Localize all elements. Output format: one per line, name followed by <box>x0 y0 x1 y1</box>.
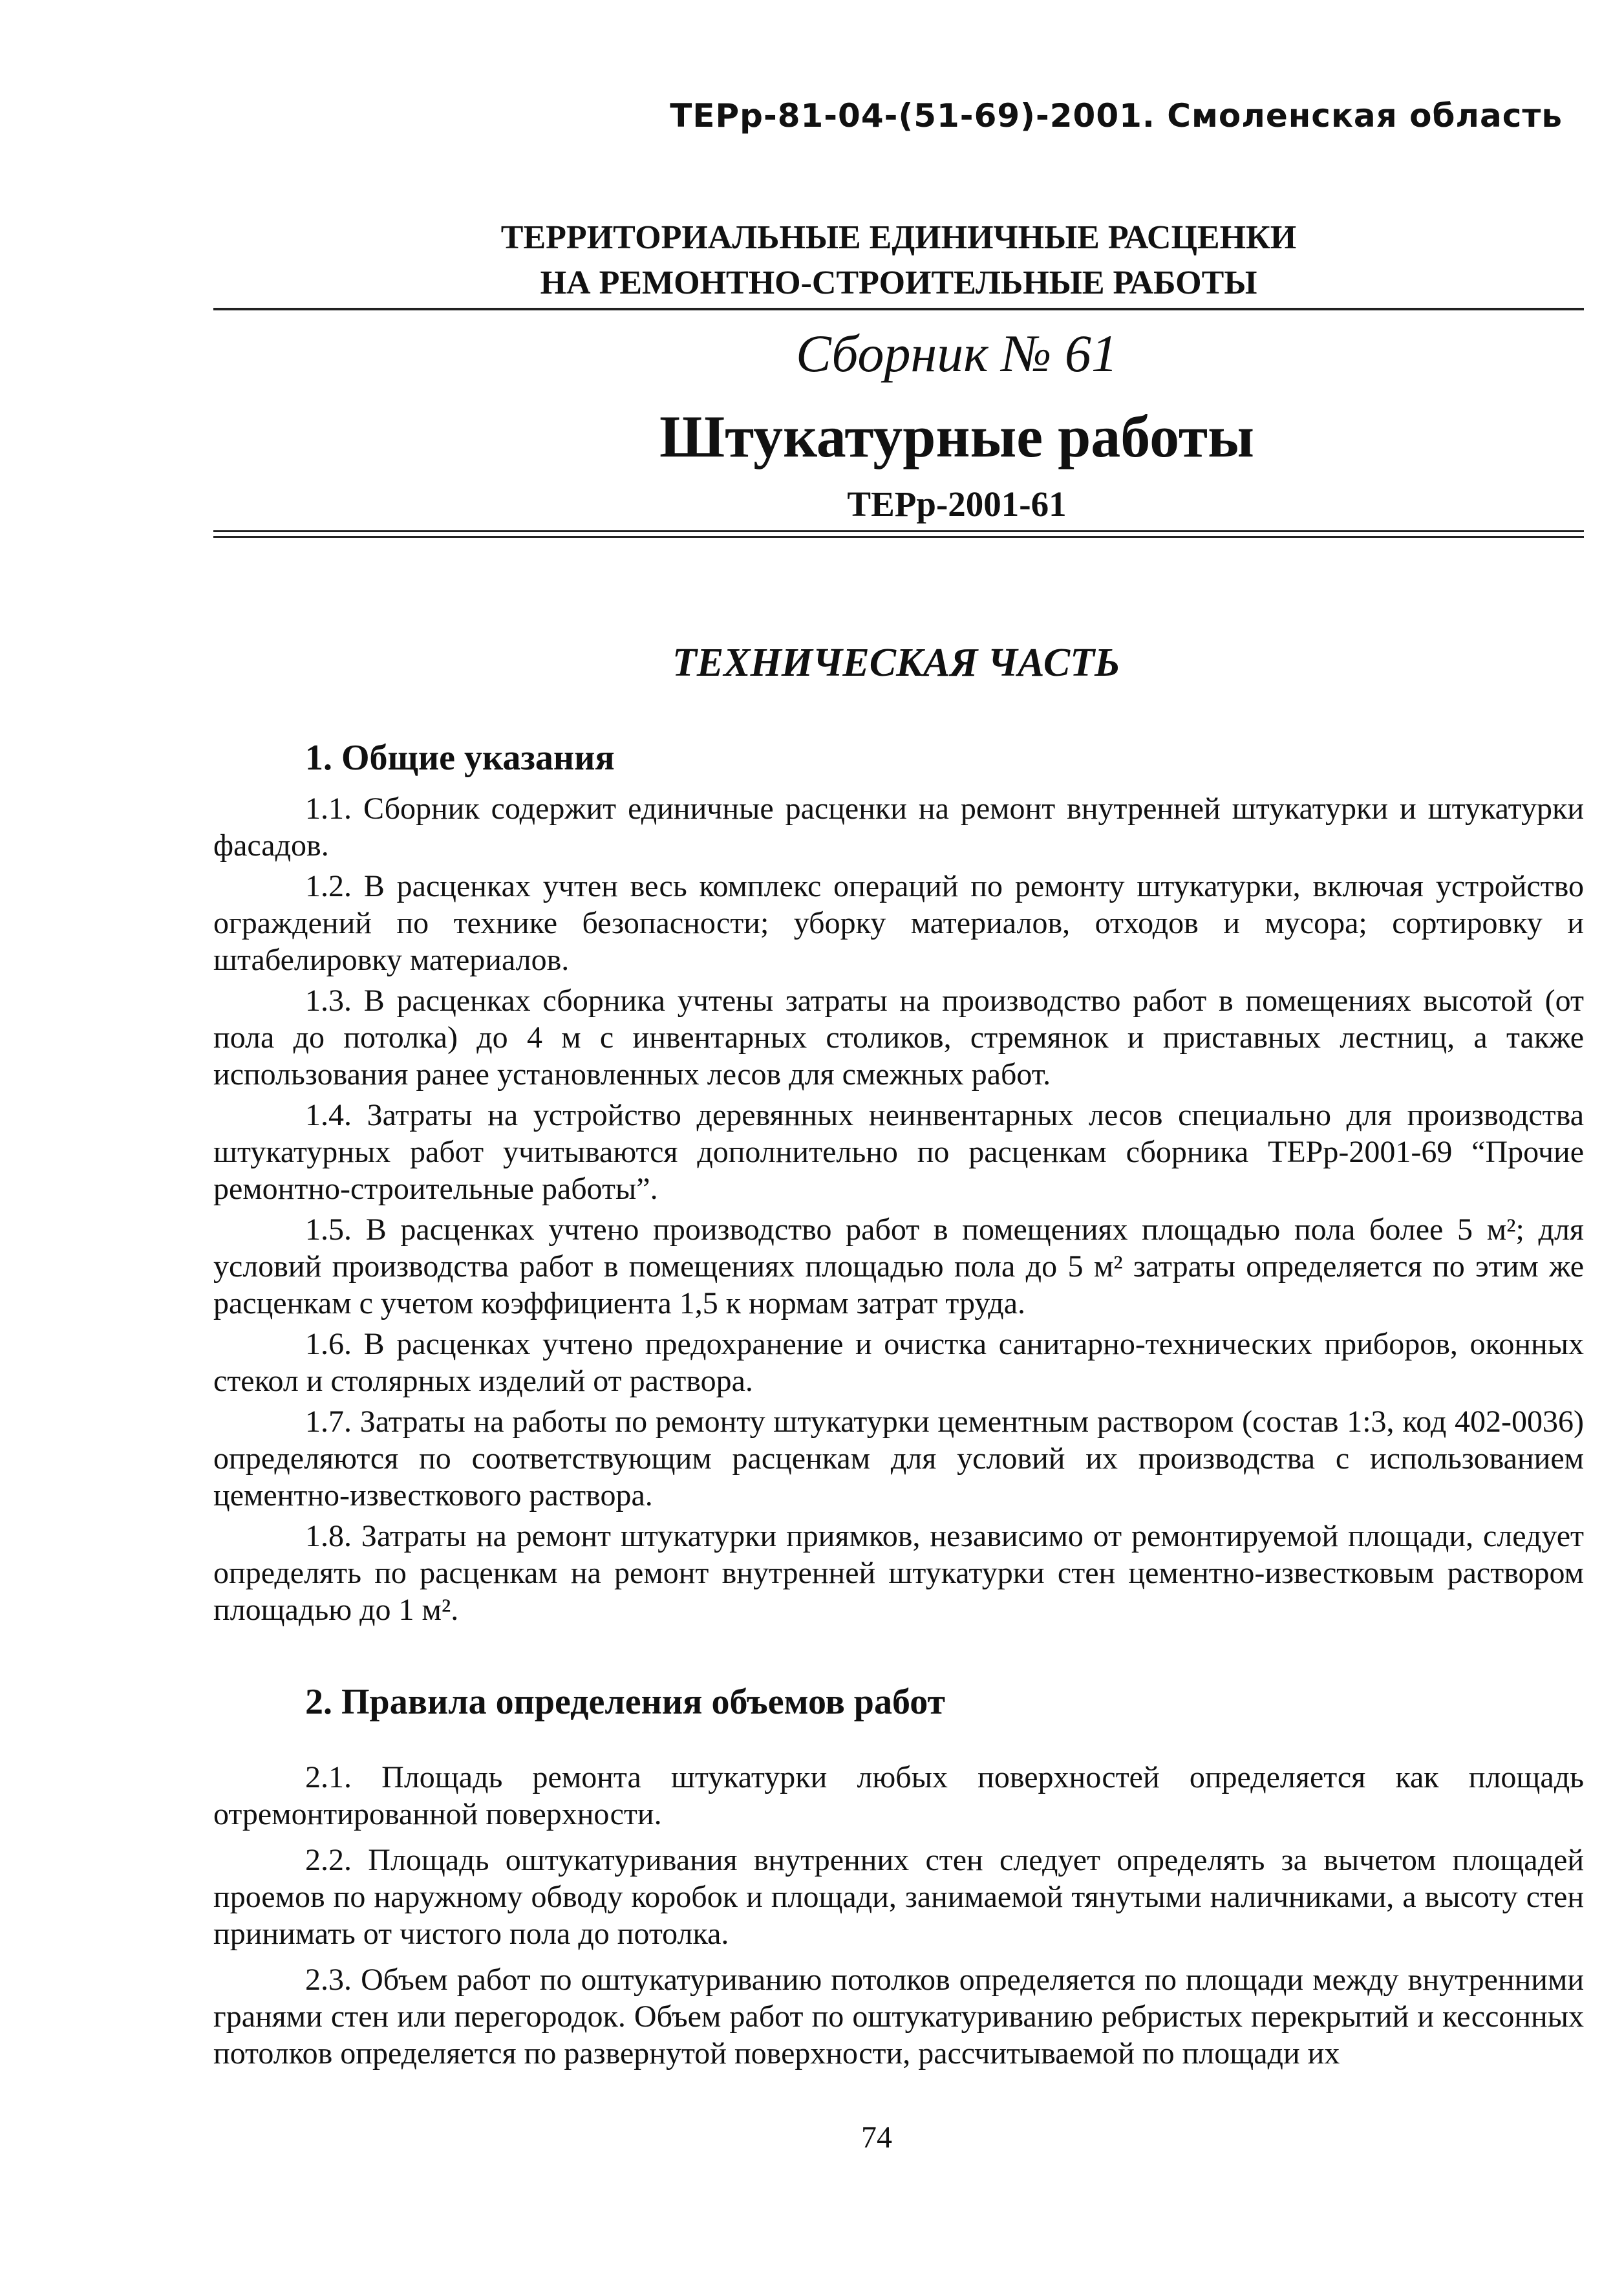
section-2-title: 2. Правила определения объемов работ <box>305 1682 945 1722</box>
paragraph-1-2: 1.2. В расценках учтен весь комплекс операций по ремонту штукатурки, включая устройство ограждений по технике безопасности; уборку материалов, отходов и мусора; сортировку и штабелировку материалов. <box>213 869 1584 977</box>
running-header: ТЕРр-81-04-(51-69)-2001. Смоленская область <box>670 97 1563 135</box>
paragraph-1-3: 1.3. В расценках сборника учтены затраты на производство работ в помещениях высотой (от пола до потолка) до 4 м с инвентарных столиков, стремянок и приставных лестниц, а также использования ранее установленных лесов для смежных работ. <box>213 984 1584 1092</box>
collection-code: ТЕРр-2001-61 <box>847 484 1067 524</box>
page-number: 74 <box>861 2120 892 2155</box>
paragraph-1-6: 1.6. В расценках учтено предохранение и очистка санитарно-технических приборов, оконных стекол и столярных изделий от раствора. <box>213 1327 1584 1398</box>
paragraph-2-2: 2.2. Площадь оштукатуривания внутренних стен следует определять за вычетом площадей проемов по наружному обводу коробок и площади, занимаемой тянутыми наличниками, а высоту стен принимать от чистого пола до потолка. <box>213 1843 1584 1951</box>
collection-topic: Штукатурные работы <box>659 404 1254 469</box>
paragraph-1-7: 1.7. Затраты на работы по ремонту штукатурки цементным раствором (состав 1:3, код 402-0036) определяются по соответствующим расценкам для условий их производства с использованием цементно-известкового раствора. <box>213 1405 1584 1512</box>
technical-part-heading: ТЕХНИЧЕСКАЯ ЧАСТЬ <box>672 641 1120 685</box>
paragraph-1-1: 1.1. Сборник содержит единичные расценки на ремонт внутренней штукатурки и штукатурки фасадов. <box>213 791 1584 863</box>
title-divider <box>213 308 1584 310</box>
paragraph-2-1: 2.1. Площадь ремонта штукатурки любых поверхностей определяется как площадь отремонтированной поверхности. <box>213 1760 1584 1831</box>
paragraph-1-4: 1.4. Затраты на устройство деревянных неинвентарных лесов специально для производства штукатурных работ учитываются дополнительно по расценкам сборника ТЕРр-2001-69 “Прочие ремонтно-строительные работы”. <box>213 1098 1584 1206</box>
paragraph-1-8: 1.8. Затраты на ремонт штукатурки приямков, независимо от ремонтируемой площади, следует определять по расценкам на ремонт внутренней штукатурки стен цементно-известковым раствором площадью до 1 м². <box>213 1519 1584 1627</box>
section-1-title: 1. Общие указания <box>305 738 615 778</box>
section-1-body <box>213 790 1584 1628</box>
section-2-body <box>213 1759 1584 2072</box>
paragraph-2-3: 2.3. Объем работ по оштукатуриванию потолков определяется по площади между внутренними гранями стен или перегородок. Объем работ по оштукатуриванию ребристых перекрытий и кессонных потолков определяется по развернутой поверхности, рассчитываемой по площади их <box>213 1963 1584 2071</box>
collection-number: Сборник № 61 <box>796 324 1118 383</box>
title-line-2: НА РЕМОНТНО-СТРОИТЕЛЬНЫЕ РАБОТЫ <box>540 264 1257 301</box>
double-divider <box>213 530 1584 538</box>
title-line-1: ТЕРРИТОРИАЛЬНЫЕ ЕДИНИЧНЫЕ РАСЦЕНКИ <box>500 219 1297 256</box>
paragraph-1-5: 1.5. В расценках учтено производство работ в помещениях площадью пола более 5 м²; для условий производства работ в помещениях площадью пола до 5 м² затраты определяется по этим же расценкам с учетом коэффициента 1,5 к нормам затрат труда. <box>213 1212 1584 1320</box>
